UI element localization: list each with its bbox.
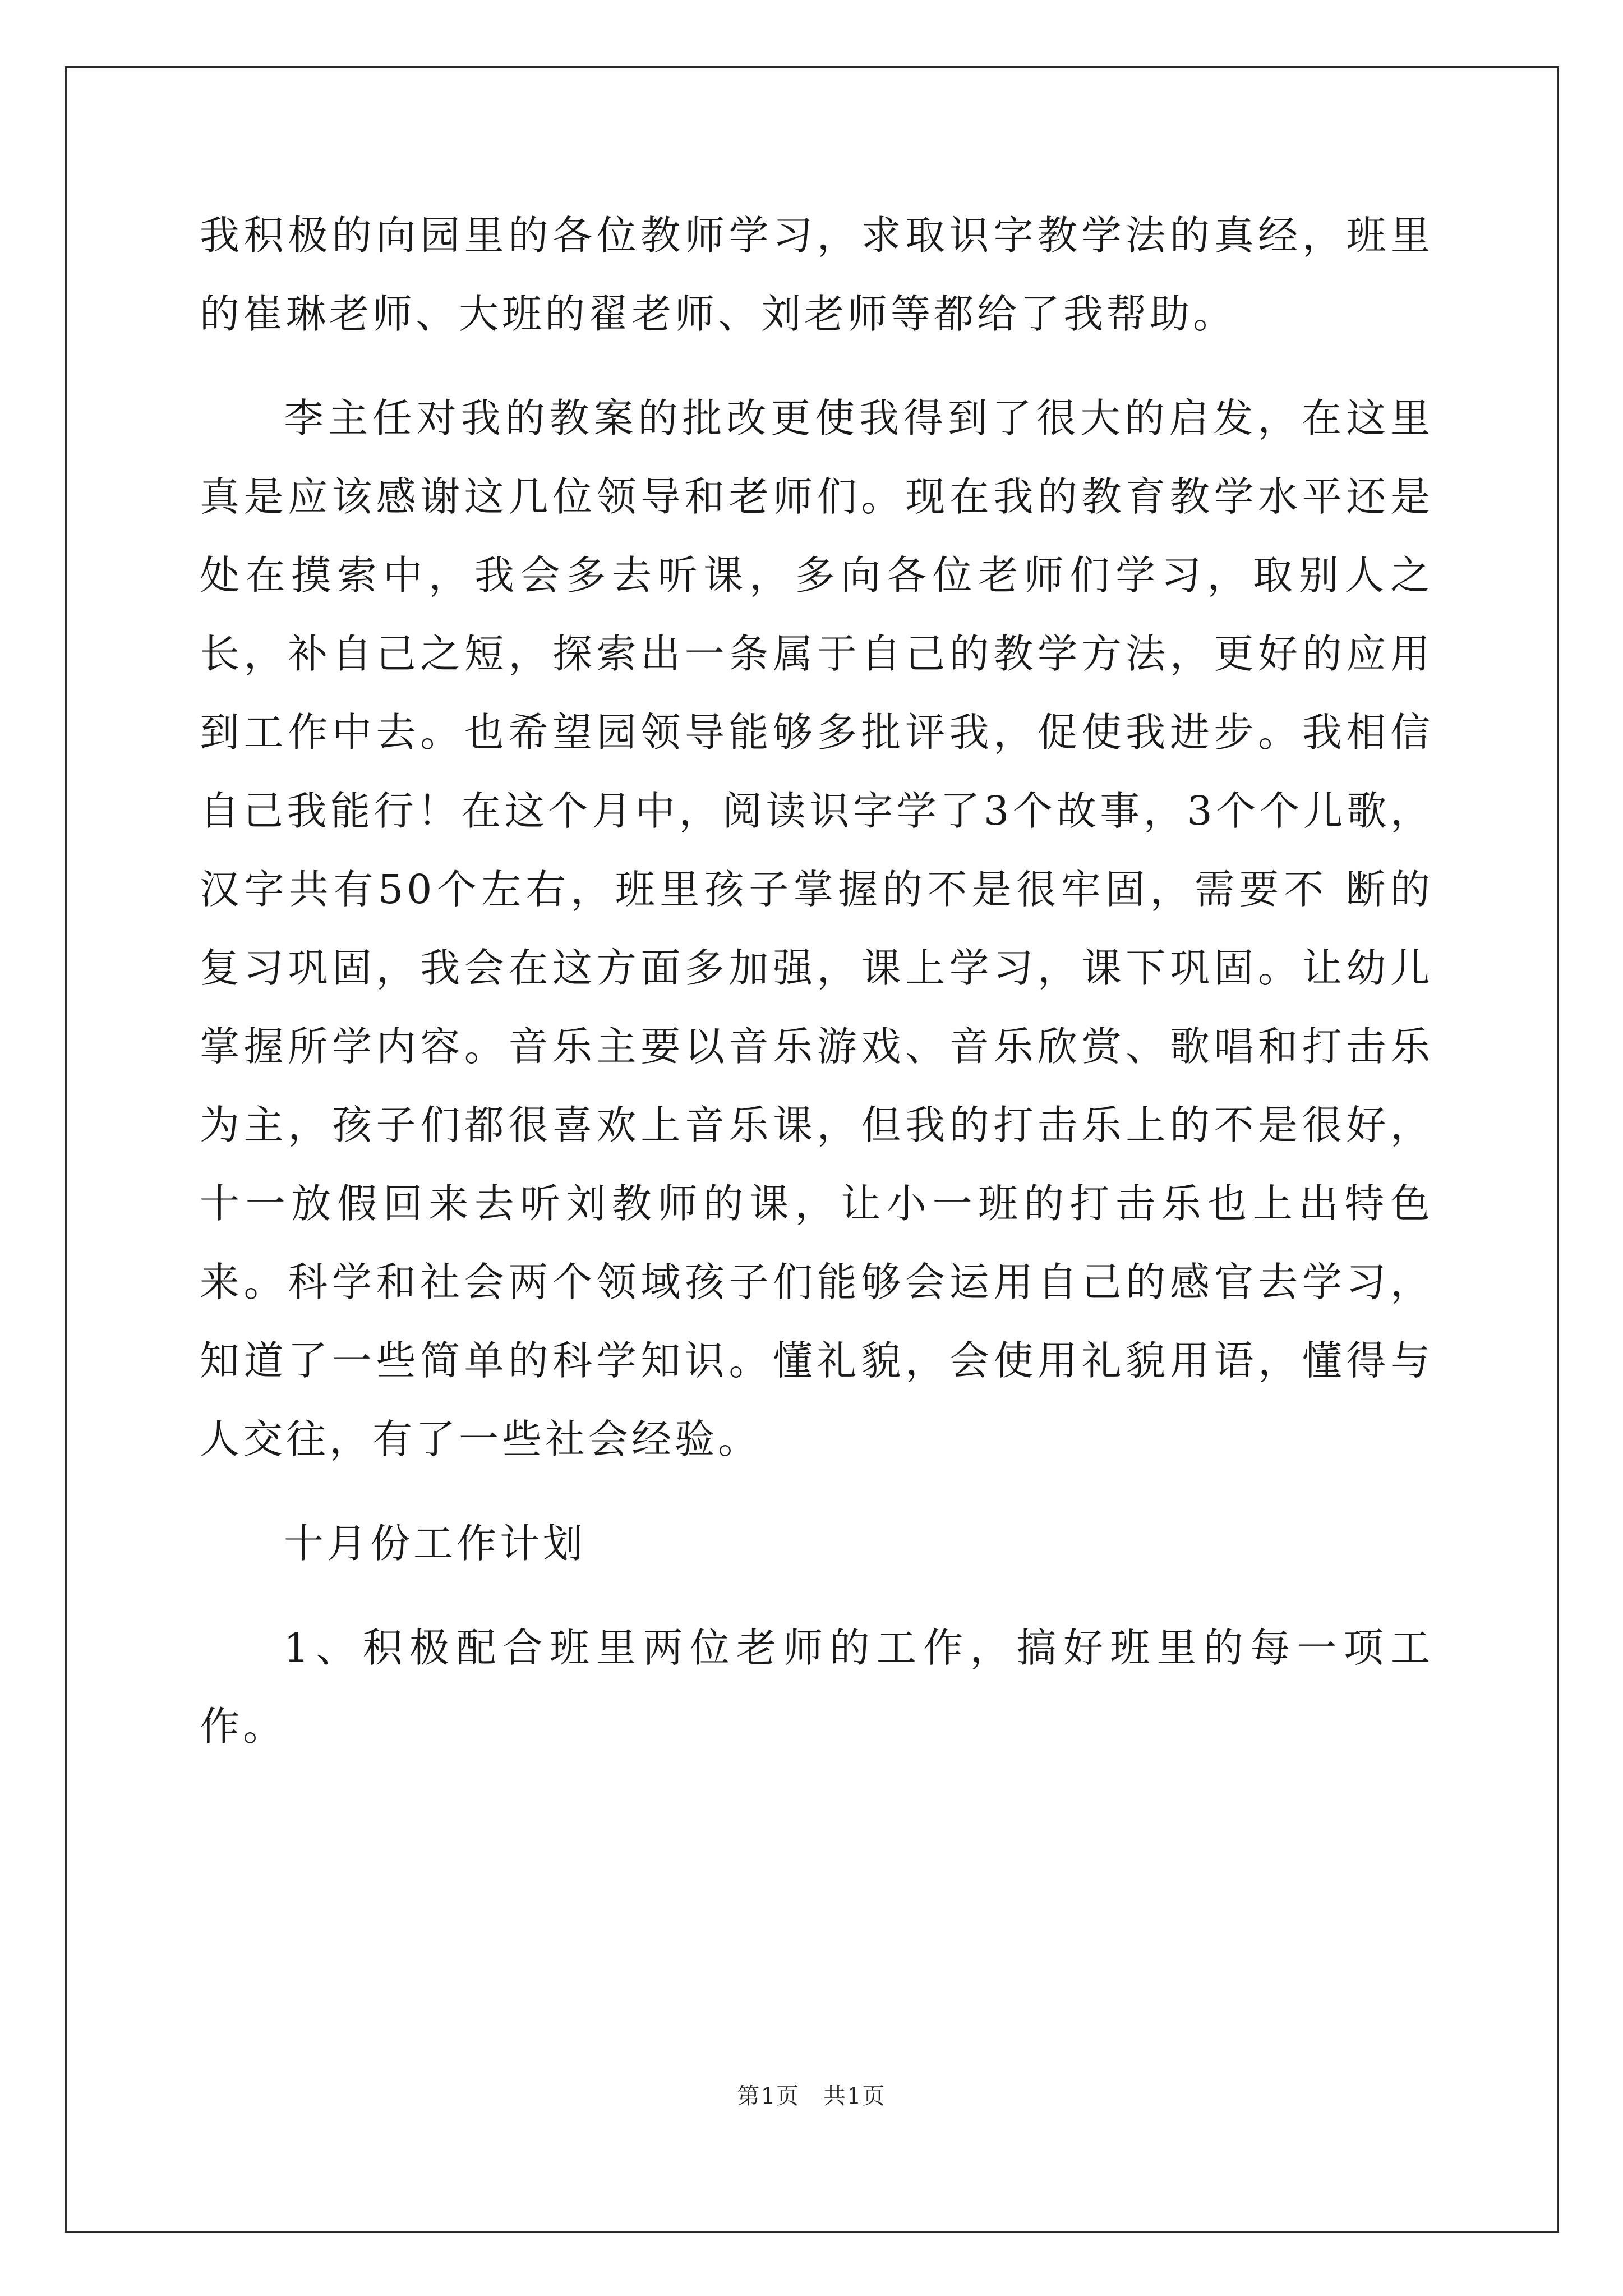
paragraph-main: 李主任对我的教案的批改更使我得到了很大的启发，在这里真是应该感谢这几位领导和老师们。现在我的教育教学水平还是处在摸索中，我会多去听课，多向各位老师们学习，取别人之长，补自己之短，探索出一条属于自己的教学方法，更好的应用到工作中去。也希望园领导能够多批评我，促使我进步。我相信自己我能行！在这个月中，阅读识字学了3个故事，3个个儿歌，汉字共有50个左右，班里孩子掌握的不是很牢固，需要不 断的复习巩固，我会在这方面多加强，课上学习，课下巩固。让幼儿掌握所学内容。音乐主要以音乐游戏、音乐欣赏、歌唱和打击乐为主，孩子们都很喜欢上音乐课，但我的打击乐上的不是很好，十一放假回来去听刘教师的课，让小一班的打击乐也上出特色来。科学和社会两个领域孩子们能够会运用自己的感官去学习，知道了一些简单的科学知识。懂礼貌，会使用礼貌用语，懂得与人交往，有了一些社会经验。 — [200, 395, 1433, 1462]
document-body — [200, 196, 1433, 1766]
list-item: 1、积极配合班里两位老师的工作，搞好班里的每一项工作。 — [200, 1625, 1433, 1750]
section-heading: 十月份工作计划 — [284, 1520, 587, 1567]
page-number: 第1页 共1页 — [737, 2083, 886, 2109]
paragraph-continued: 我积极的向园里的各位教师学习，求取识字教学法的真经，班里的崔琳老师、大班的翟老师、刘老师等都给了我帮助。 — [200, 212, 1433, 337]
